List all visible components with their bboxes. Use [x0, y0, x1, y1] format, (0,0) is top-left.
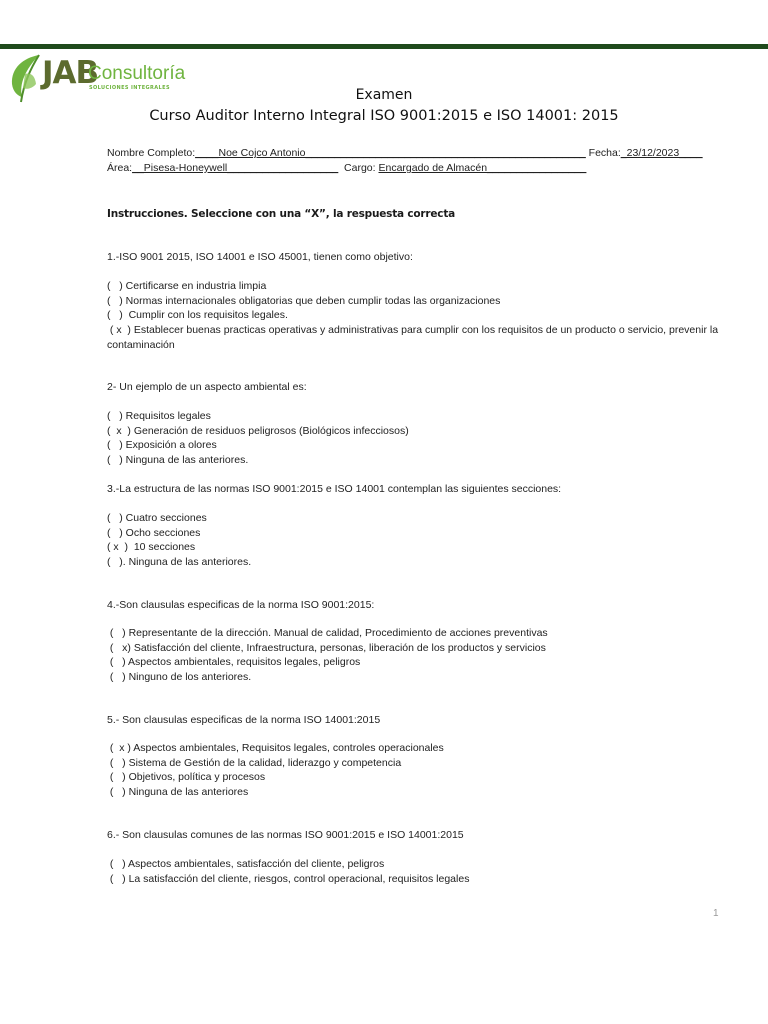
question-3-options — [107, 511, 727, 570]
logo-jab-text: JAB — [42, 55, 99, 91]
question-1-options — [107, 279, 727, 353]
option: ( ) Aspectos ambientales, requisitos legales, peligros — [107, 656, 361, 669]
option: ( ) Normas internacionales obligatorias que deben cumplir todas las organizaciones — [107, 294, 501, 307]
name-date-line — [107, 147, 703, 159]
question-5: 5.- Son clausulas especificas de la norma ISO 14001:2015 — [107, 714, 381, 726]
question-5-options — [107, 741, 727, 800]
logo-subtitle-text: SOLUCIONES INTEGRALES — [89, 85, 170, 91]
course-title: Curso Auditor Interno Integral ISO 9001:2015 e ISO 14001: 2015 — [149, 108, 619, 124]
option: ( ). Ninguna de las anteriores. — [107, 556, 252, 569]
option: ( ) Cuatro secciones — [107, 512, 207, 524]
question-6: 6.- Son clausulas comunes de las normas ISO 9001:2015 e ISO 14001:2015 — [107, 829, 464, 841]
question-2: 2- Un ejemplo de un aspecto ambiental es: — [107, 381, 307, 393]
option-selected: ( x ) 10 secciones — [107, 541, 196, 554]
option: ( ) La satisfacción del cliente, riesgos, control operacional, requisitos legales — [107, 872, 470, 885]
option: ( ) Objetivos, política y procesos — [107, 771, 266, 784]
option: ( ) Ninguna de las anteriores. — [107, 454, 249, 467]
area-value: __Pisesa-Honeywell___________________ — [132, 162, 339, 174]
option: ( ) Representante de la dirección. Manual de calidad, Procedimiento de acciones preventivas — [107, 627, 548, 639]
date-value: _23/12/2023____ — [620, 147, 703, 159]
option: ( ) Ninguna de las anteriores — [107, 786, 249, 799]
option-selected: ( x ) Generación de residuos peligrosos (Biológicos infecciosos) — [107, 424, 409, 437]
option: ( ) Exposición a olores — [107, 439, 217, 452]
page-number: 1 — [713, 908, 719, 919]
option-selected: ( x ) Establecer buenas practicas operativas y administrativas para cumplir con los requisitos de un producto o servicio, prevenir la contaminación — [107, 324, 721, 351]
name-value: ____Noe Cojco Antonio________________________________________________ — [195, 147, 586, 159]
option: ( ) Sistema de Gestión de la calidad, liderazgo y competencia — [107, 756, 402, 769]
exam-title: Examen — [355, 87, 413, 103]
option: ( ) Certificarse en industria limpia — [107, 280, 267, 292]
option-selected: ( x ) Aspectos ambientales, Requisitos legales, controles operacionales — [107, 742, 444, 754]
question-2-options — [107, 409, 727, 468]
header-rule — [0, 44, 768, 49]
option: ( ) Aspectos ambientales, satisfacción del cliente, peligros — [107, 858, 385, 870]
instructions: Instrucciones. Seleccione con una “X”, la respuesta correcta — [107, 208, 456, 220]
option: ( ) Ocho secciones — [107, 526, 201, 539]
logo-consultoria-text: Consultoría — [88, 63, 186, 84]
option-selected: ( x) Satisfacción del cliente, Infraestructura, personas, liberación de los productos y servicios — [107, 641, 546, 654]
question-4: 4.-Son clausulas especificas de la norma ISO 9001:2015: — [107, 599, 375, 611]
area-label: Área: — [107, 162, 133, 174]
area-cargo-line — [107, 162, 586, 174]
date-label: Fecha: — [585, 147, 621, 159]
option: ( ) Cumplir con los requisitos legales. — [107, 309, 288, 322]
name-label: Nombre Completo: — [107, 147, 196, 159]
question-1: 1.-ISO 9001 2015, ISO 14001 e ISO 45001, tienen como objetivo: — [107, 251, 413, 263]
question-6-options — [107, 857, 727, 886]
question-3: 3.-La estructura de las normas ISO 9001:2015 e ISO 14001 contemplan las siguientes secciones: — [107, 483, 562, 495]
cargo-label: Cargo: — [338, 162, 379, 174]
option: ( ) Ninguno de los anteriores. — [107, 671, 252, 684]
cargo-value: Encargado de Almacén_________________ — [378, 162, 587, 174]
option: ( ) Requisitos legales — [107, 410, 211, 422]
question-4-options — [107, 626, 727, 685]
